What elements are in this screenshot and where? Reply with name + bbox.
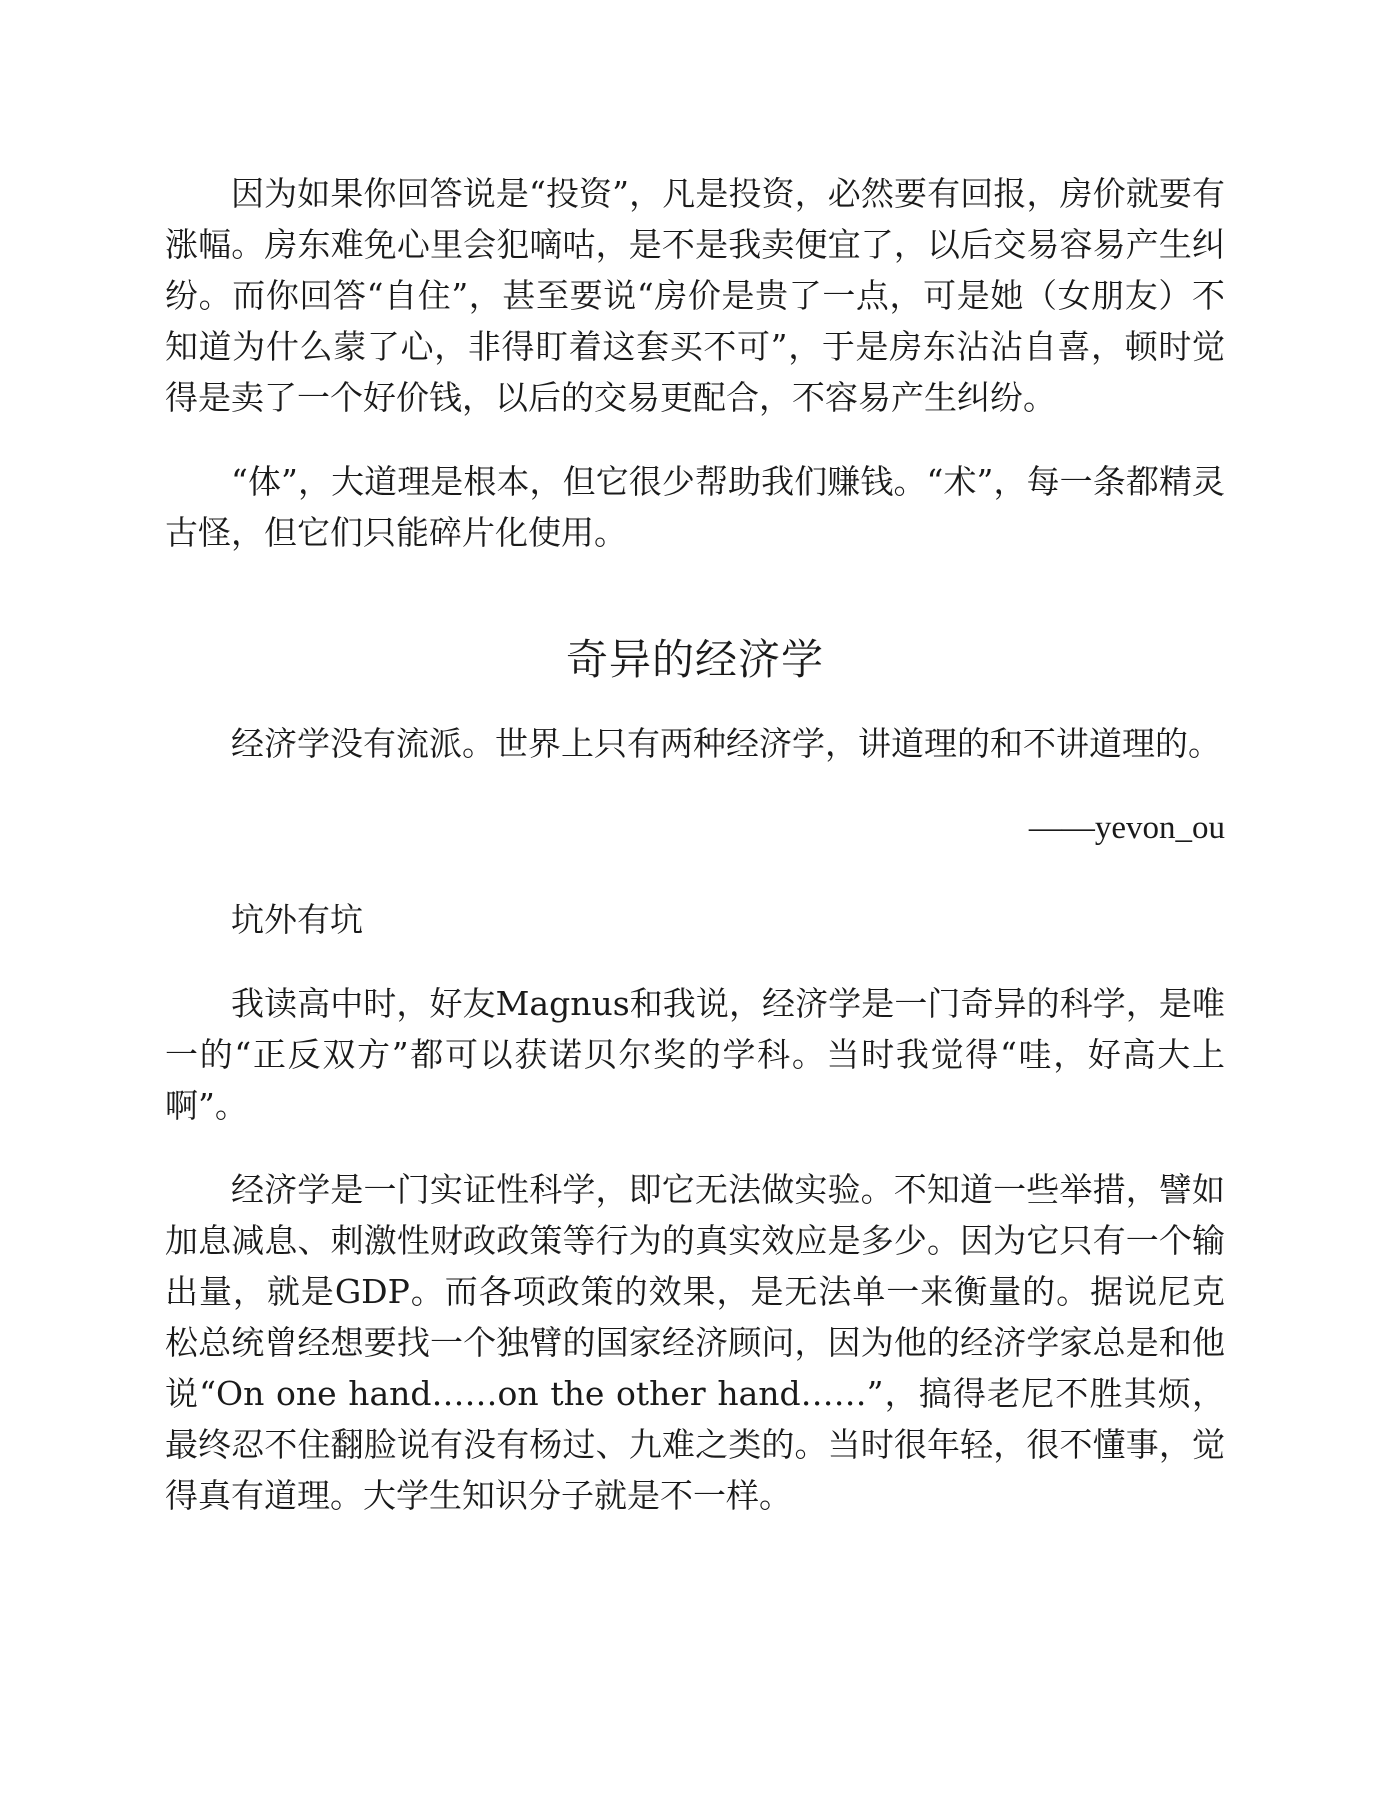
paragraph-ti-shu: “体”，大道理是根本，但它很少帮助我们赚钱。“术”，每一条都精灵古怪，但它们只能碎片化使用。 <box>165 462 1225 552</box>
epigraph: 经济学没有流派。世界上只有两种经济学，讲道理的和不讲道理的。 <box>231 724 1221 763</box>
section-title: 奇异的经济学 <box>565 635 824 684</box>
paragraph-investment-answer: 因为如果你回答说是“投资”，凡是投资，必然要有回报，房价就要有涨幅。房东难免心里会犯嘀咕，是不是我卖便宜了，以后交易容易产生纠纷。而你回答“自住”，甚至要说“房价是贵了一点，可是她（女朋友）不知道为什么蒙了心，非得盯着这套买不可”，于是房东沾沾自喜，顿时觉得是卖了一个好价钱，以后的交易更配合，不容易产生纠纷。 <box>165 174 1225 417</box>
paragraph-empirical-science: 经济学是一门实证性科学，即它无法做实验。不知道一些举措，譬如加息减息、刺激性财政政策等行为的真实效应是多少。因为它只有一个输出量，就是GDP。而各项政策的效果，是无法单一来衡量的。据说尼克松总统曾经想要找一个独臂的国家经济顾问，因为他的经济学家总是和他说“On one hand……on the other hand……”，搞得老尼不胜其烦，最终忍不住翻脸说有没有杨过、九难之类的。当时很年轻，很不懂事，觉得真有道理。大学生知识分子就是不一样。 <box>165 1170 1225 1515</box>
document-page <box>165 168 1225 1521</box>
paragraph-magnus: 我读高中时，好友Magnus和我说，经济学是一门奇异的科学，是唯一的“正反双方”都可以获诺贝尔奖的学科。当时我觉得“哇，好高大上啊”。 <box>165 984 1225 1125</box>
epigraph-signature: ——yevon_ou <box>1028 810 1225 846</box>
subheading: 坑外有坑 <box>231 900 363 939</box>
